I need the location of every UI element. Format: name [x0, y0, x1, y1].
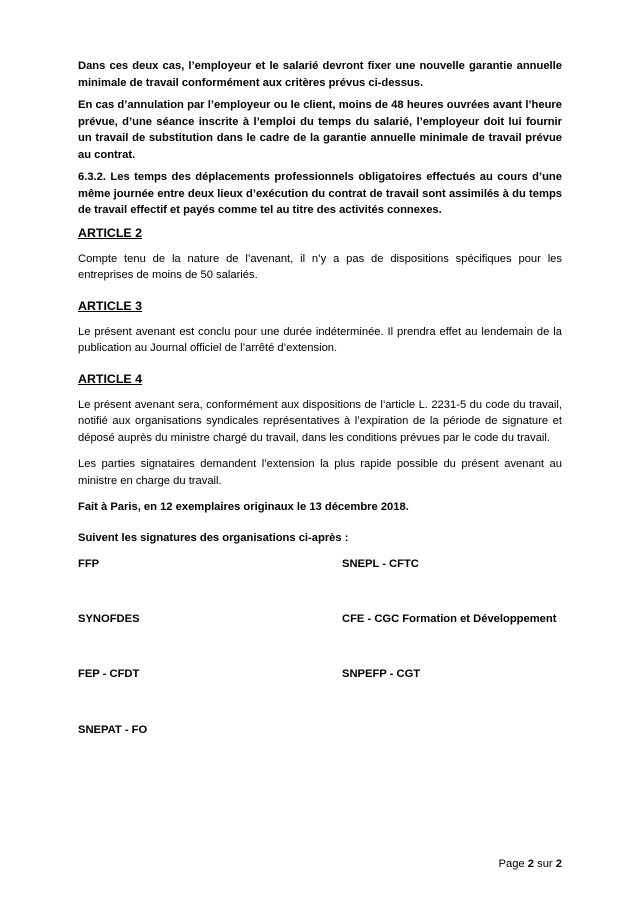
- signature-synofdes: SYNOFDES: [78, 613, 140, 625]
- signature-cfe-cgc: CFE - CGC Formation et Développement: [342, 613, 557, 625]
- article-4-text-1: Le présent avenant sera, conformément aux dispositions de l’article L. 2231-5 du code du travail, notifié aux organisations syndicales représentatives à l’expiration de la période de signature et déposé auprès du ministre chargé du travail, dans les conditions prévues par le code du travail.: [78, 398, 562, 444]
- page-current: 2: [527, 858, 534, 870]
- article-2-heading: ARTICLE 2: [78, 225, 143, 240]
- article-3-text: Le présent avenant est conclu pour une durée indéterminée. Il prendra effet au lendemain de la publication au Journal officiel de l’arrêté d’extension.: [78, 325, 562, 354]
- page-total: 2: [555, 858, 562, 870]
- page-separator: sur: [537, 858, 553, 870]
- paragraph-annulation: En cas d’annulation par l’employeur ou le client, moins de 48 heures ouvrées avant l’heure prévue, d’une séance inscrite à l’emploi du temps du salarié, l’employeur doit lui fournir un travail de substitution dans le cadre de la garantie annuelle minimale de travail prévue au contrat.: [78, 99, 562, 161]
- signature-snepat-fo: SNEPAT - FO: [78, 724, 148, 736]
- document-body: [78, 58, 562, 546]
- article-2-text: Compte tenu de la nature de l’avenant, il n’y a pas de dispositions spécifiques pour les entreprises de moins de 50 salariés.: [78, 252, 562, 281]
- article-4-heading: ARTICLE 4: [78, 371, 143, 386]
- signature-snepl-cftc: SNEPL - CFTC: [342, 558, 419, 570]
- page-prefix: Page: [498, 858, 525, 870]
- paragraph-6-3-2: 6.3.2. Les temps des déplacements professionnels obligatoires effectués au cours d’une même journée entre deux lieux d’exécution du contrat de travail sont assimilés à du temps de travail effectif et payés comme tel au titre des activités connexes.: [78, 171, 562, 216]
- signature-ffp: FFP: [78, 558, 100, 570]
- signature-fep-cfdt: FEP - CFDT: [78, 668, 140, 680]
- signature-snpefp-cgt: SNPEFP - CGT: [342, 668, 421, 680]
- done-at-paris: Fait à Paris, en 12 exemplaires originaux le 13 décembre 2018.: [78, 501, 409, 513]
- article-4-text-2: Les parties signataires demandent l’extension la plus rapide possible du présent avenant au ministre en charge du travail.: [78, 458, 562, 487]
- signatures-intro: Suivent les signatures des organisations ci-après :: [78, 531, 349, 544]
- paragraph-fixer-garantie: Dans ces deux cas, l’employeur et le salarié devront fixer une nouvelle garantie annuelle minimale de travail conformément aux critères prévus ci-dessus.: [78, 60, 562, 89]
- page-number: [499, 858, 562, 870]
- article-3-heading: ARTICLE 3: [78, 298, 143, 313]
